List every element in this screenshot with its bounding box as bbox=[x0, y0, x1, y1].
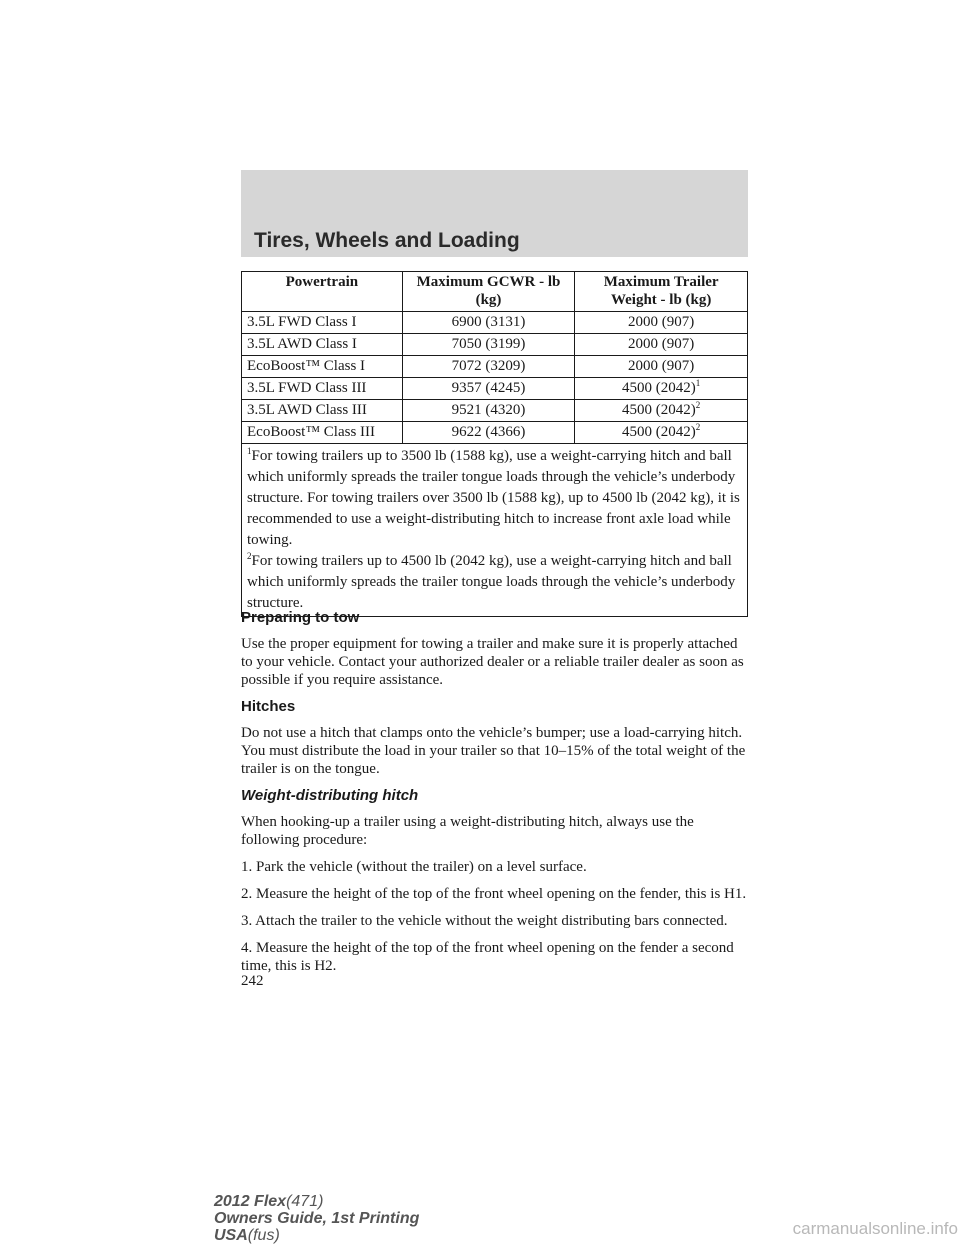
powertrain-cell: 3.5L AWD Class I bbox=[242, 334, 403, 356]
trailer-weight-cell bbox=[575, 312, 748, 334]
trailer-weight-cell bbox=[575, 422, 748, 444]
footnote-mark: 1 bbox=[247, 446, 252, 456]
footer-edition: Owners Guide, 1st Printing bbox=[214, 1210, 420, 1227]
towing-capacity-table bbox=[241, 271, 748, 617]
gcwr-cell: 7050 (3199) bbox=[402, 334, 575, 356]
footnote-text: For towing trailers up to 4500 lb (2042 kg), use a weight-carrying hitch and ball which uniformly spreads the trailer tongue loads through the vehicle’s underbody structure. bbox=[247, 553, 736, 611]
powertrain-cell: 3.5L FWD Class III bbox=[242, 378, 403, 400]
page-number: 242 bbox=[241, 973, 264, 989]
trailer-weight-value: 2000 (907) bbox=[628, 336, 695, 352]
heading-weight-distributing-hitch: Weight-distributing hitch bbox=[241, 787, 419, 804]
table-row bbox=[242, 356, 748, 378]
footer-page-code: (471) bbox=[286, 1193, 324, 1210]
powertrain-cell: 3.5L FWD Class I bbox=[242, 312, 403, 334]
footer-line-model bbox=[214, 1193, 419, 1210]
footnote-mark: 1 bbox=[695, 378, 701, 388]
table-row bbox=[242, 400, 748, 422]
trailer-weight-cell bbox=[575, 400, 748, 422]
footnote-mark: 2 bbox=[695, 422, 701, 432]
gcwr-cell: 9521 (4320) bbox=[402, 400, 575, 422]
table-notes bbox=[242, 444, 748, 617]
footnote-mark: 2 bbox=[695, 400, 701, 410]
table-row bbox=[242, 378, 748, 400]
watermark: carmanualsonline.info bbox=[792, 1219, 958, 1238]
heading-preparing-to-tow: Preparing to tow bbox=[241, 609, 360, 626]
table-row bbox=[242, 312, 748, 334]
gcwr-cell: 9357 (4245) bbox=[402, 378, 575, 400]
footer-market: USA bbox=[214, 1227, 248, 1244]
header-powertrain: Powertrain bbox=[242, 272, 403, 312]
footer-line-market bbox=[214, 1227, 419, 1244]
paragraph-hitches: Do not use a hitch that clamps onto the vehicle’s bumper; use a load-carrying hitch. You must distribute the load in your trailer so that 10–15% of the total weight of the trailer is on the tongue. bbox=[241, 725, 746, 777]
gcwr-cell: 6900 (3131) bbox=[402, 312, 575, 334]
paragraph-preparing-to-tow: Use the proper equipment for towing a trailer and make sure it is properly attached to your vehicle. Contact your authorized dealer or a reliable trailer dealer as soon as possible if you require assistance. bbox=[241, 636, 744, 688]
footnote-text: For towing trailers up to 3500 lb (1588 kg), use a weight-carrying hitch and ball which uniformly spreads the trailer tongue loads through the vehicle’s underbody structure. For towing trailers over 3500 lb (1588 kg), up to 4500 lb (2042 kg), it is recommended to use a weight-distributing hitch to increase front axle load while towing. bbox=[247, 448, 740, 548]
gcwr-cell: 9622 (4366) bbox=[402, 422, 575, 444]
table-row bbox=[242, 422, 748, 444]
procedure-step: 2. Measure the height of the top of the front wheel opening on the fender, this is H1. bbox=[241, 886, 747, 902]
footer-market-code: (fus) bbox=[247, 1227, 280, 1244]
trailer-weight-value: 2000 (907) bbox=[628, 314, 695, 330]
table-notes-row bbox=[242, 444, 748, 617]
trailer-weight-value: 2000 (907) bbox=[628, 358, 695, 374]
trailer-weight-cell bbox=[575, 356, 748, 378]
footer-model: 2012 Flex bbox=[214, 1193, 287, 1210]
header-max-gcwr: Maximum GCWR - lb (kg) bbox=[402, 272, 575, 312]
table-header-row bbox=[242, 272, 748, 312]
footer-line-edition bbox=[214, 1210, 419, 1227]
trailer-weight-cell bbox=[575, 378, 748, 400]
table-row bbox=[242, 334, 748, 356]
footnote-mark: 2 bbox=[247, 551, 252, 561]
procedure-step: 3. Attach the trailer to the vehicle without the weight distributing bars connected. bbox=[241, 913, 728, 929]
powertrain-cell: EcoBoost™ Class I bbox=[242, 356, 403, 378]
powertrain-cell: EcoBoost™ Class III bbox=[242, 422, 403, 444]
procedure-step: 4. Measure the height of the top of the front wheel opening on the fender a second time, this is H2. bbox=[241, 940, 734, 974]
section-title: Tires, Wheels and Loading bbox=[254, 229, 520, 252]
body-text bbox=[241, 609, 751, 984]
trailer-weight-value: 4500 (2042) bbox=[622, 402, 696, 418]
trailer-weight-cell bbox=[575, 334, 748, 356]
trailer-weight-value: 4500 (2042) bbox=[622, 380, 696, 396]
print-footer bbox=[214, 1193, 419, 1244]
header-band bbox=[241, 170, 748, 257]
powertrain-cell: 3.5L AWD Class III bbox=[242, 400, 403, 422]
procedure-step: 1. Park the vehicle (without the trailer) on a level surface. bbox=[241, 859, 587, 875]
header-max-trailer-weight: Maximum Trailer Weight - lb (kg) bbox=[575, 272, 748, 312]
heading-hitches: Hitches bbox=[241, 698, 296, 715]
gcwr-cell: 7072 (3209) bbox=[402, 356, 575, 378]
trailer-weight-value: 4500 (2042) bbox=[622, 424, 696, 440]
paragraph-weight-distributing-intro: When hooking-up a trailer using a weight-distributing hitch, always use the following procedure: bbox=[241, 814, 694, 848]
